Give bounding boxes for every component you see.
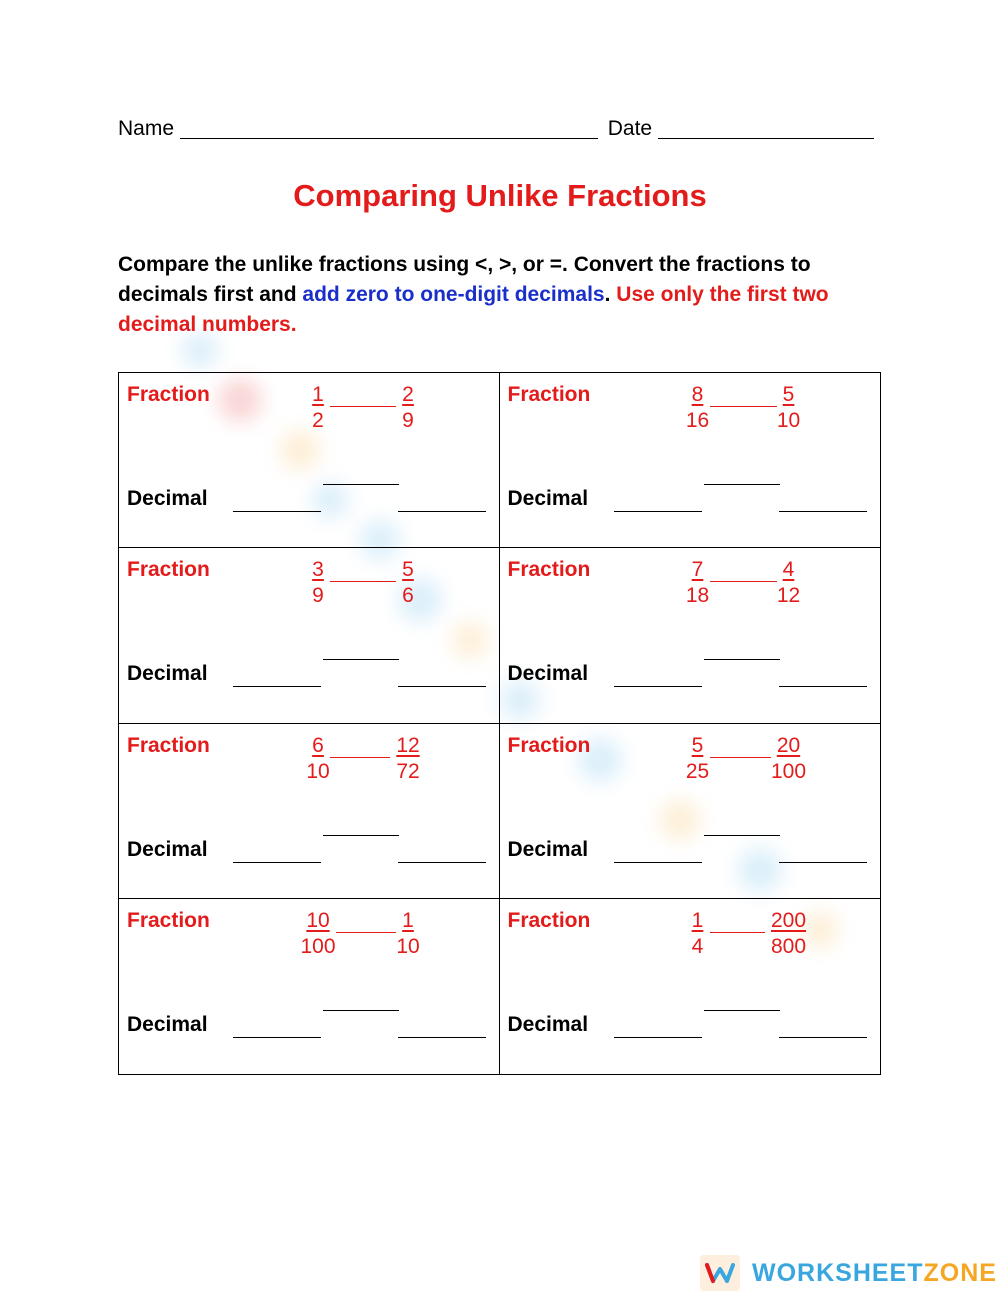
fraction-b-numerator bbox=[759, 909, 819, 933]
fraction-a-numerator bbox=[288, 383, 348, 407]
fraction-b-numerator-text: 2 bbox=[402, 383, 414, 406]
fraction-a-denominator: 100 bbox=[300, 934, 336, 958]
comparison-blank[interactable] bbox=[336, 932, 396, 933]
fraction-a-numerator-text: 8 bbox=[691, 383, 704, 406]
decimal-a-blank[interactable] bbox=[614, 511, 702, 512]
decimal-a-blank[interactable] bbox=[614, 686, 702, 687]
instructions-highlight-red: Use only the first two decimal numbers. bbox=[118, 283, 829, 336]
fraction-a-denominator: 9 bbox=[312, 584, 324, 608]
fraction-b-numerator-text: 5 bbox=[782, 383, 795, 406]
fraction-a-denominator: 2 bbox=[312, 409, 324, 432]
instructions bbox=[118, 250, 888, 340]
fraction-a-numerator-text: 3 bbox=[312, 558, 324, 582]
fraction-b-numerator bbox=[378, 734, 438, 758]
fraction-label: Fraction bbox=[507, 383, 591, 406]
fraction-b-denominator: 10 bbox=[776, 409, 801, 432]
fraction-a-numerator bbox=[288, 734, 348, 758]
comparison-answer-blank[interactable] bbox=[704, 484, 780, 485]
comparison-answer-blank[interactable] bbox=[704, 659, 780, 660]
problem-cell bbox=[500, 899, 881, 1074]
fraction-a-numerator bbox=[668, 558, 728, 582]
fraction-a-numerator-text: 10 bbox=[306, 908, 330, 932]
decimal-a-blank[interactable] bbox=[233, 862, 321, 863]
fraction-label: Fraction bbox=[127, 383, 210, 406]
fraction-a-denominator: 16 bbox=[685, 409, 710, 432]
fraction-b-numerator-text: 4 bbox=[782, 558, 795, 582]
decimal-b-blank[interactable] bbox=[779, 686, 867, 687]
fraction-a-numerator-text: 1 bbox=[691, 908, 704, 932]
fraction-a-denominator: 4 bbox=[691, 934, 704, 958]
fraction-a-numerator bbox=[668, 383, 728, 407]
page-title: Comparing Unlike Fractions bbox=[293, 178, 707, 213]
decimal-label: Decimal bbox=[127, 1012, 208, 1036]
decimal-label: Decimal bbox=[507, 662, 589, 686]
fraction-b-denominator: 100 bbox=[770, 759, 807, 783]
decimal-b-blank[interactable] bbox=[398, 1037, 486, 1038]
fraction-b-denominator: 10 bbox=[396, 934, 420, 958]
fraction-b-denominator: 72 bbox=[396, 759, 420, 783]
comparison-blank[interactable] bbox=[710, 932, 765, 933]
fraction-b-numerator-text: 5 bbox=[402, 558, 414, 582]
instructions-text: Compare the unlike fractions using <, >, or =. Convert the fractions to decimals first and bbox=[118, 253, 811, 306]
problem-cell bbox=[500, 548, 881, 723]
comparison-blank[interactable] bbox=[710, 406, 777, 407]
problems-grid bbox=[118, 372, 881, 1075]
name-label: Name bbox=[118, 117, 175, 140]
fraction-b-numerator-text: 20 bbox=[776, 733, 801, 757]
comparison-blank[interactable] bbox=[710, 757, 771, 758]
fraction-label: Fraction bbox=[507, 908, 591, 932]
fraction-a-numerator bbox=[288, 909, 348, 933]
fraction-label: Fraction bbox=[127, 733, 210, 757]
fraction-b-numerator bbox=[759, 734, 819, 758]
problem-cell bbox=[500, 724, 881, 899]
decimal-b-blank[interactable] bbox=[398, 686, 486, 687]
fraction-label: Fraction bbox=[127, 908, 210, 932]
comparison-answer-blank[interactable] bbox=[323, 1010, 399, 1011]
comparison-answer-blank[interactable] bbox=[704, 835, 780, 836]
fraction-a-numerator-text: 5 bbox=[691, 733, 704, 757]
fraction-b-numerator bbox=[759, 558, 819, 582]
fraction-b-numerator bbox=[378, 383, 438, 407]
instructions-period: . bbox=[604, 283, 617, 306]
fraction-a-numerator-text: 6 bbox=[312, 733, 324, 757]
fraction-label: Fraction bbox=[507, 558, 591, 582]
decimal-a-blank[interactable] bbox=[233, 1037, 321, 1038]
comparison-blank[interactable] bbox=[330, 406, 396, 407]
problem-cell bbox=[119, 373, 500, 548]
decimal-label: Decimal bbox=[507, 487, 589, 510]
name-date-line bbox=[118, 117, 882, 141]
decimal-b-blank[interactable] bbox=[398, 862, 486, 863]
decimal-a-blank[interactable] bbox=[233, 511, 321, 512]
fraction-a-numerator-text: 1 bbox=[312, 383, 324, 406]
decimal-label: Decimal bbox=[127, 837, 208, 861]
fraction-a-denominator: 18 bbox=[685, 584, 710, 608]
problem-cell bbox=[119, 724, 500, 899]
fraction-a-numerator bbox=[668, 909, 728, 933]
decimal-label: Decimal bbox=[127, 487, 208, 510]
comparison-blank[interactable] bbox=[710, 581, 777, 582]
fraction-b-denominator: 12 bbox=[776, 584, 801, 608]
brand-name bbox=[752, 1259, 997, 1288]
fraction-b-numerator-text: 12 bbox=[396, 733, 420, 757]
comparison-blank[interactable] bbox=[330, 581, 396, 582]
date-field[interactable] bbox=[658, 118, 874, 139]
fraction-b-numerator bbox=[378, 558, 438, 582]
comparison-answer-blank[interactable] bbox=[323, 659, 399, 660]
comparison-answer-blank[interactable] bbox=[323, 484, 399, 485]
problem-cell bbox=[119, 548, 500, 723]
fraction-a-denominator: 10 bbox=[306, 759, 330, 783]
problem-cell bbox=[119, 899, 500, 1074]
decimal-a-blank[interactable] bbox=[614, 862, 702, 863]
problem-cell bbox=[500, 373, 881, 548]
fraction-a-numerator bbox=[288, 558, 348, 582]
fraction-a-denominator: 25 bbox=[685, 759, 710, 783]
fraction-b-numerator bbox=[759, 383, 819, 407]
decimal-label: Decimal bbox=[507, 837, 589, 861]
decimal-label: Decimal bbox=[127, 662, 208, 686]
fraction-label: Fraction bbox=[507, 733, 591, 757]
decimal-b-blank[interactable] bbox=[779, 1037, 867, 1038]
date-label: Date bbox=[607, 117, 653, 140]
brand-name-part1: WORKSHEET bbox=[752, 1258, 924, 1287]
decimal-b-blank[interactable] bbox=[779, 511, 867, 512]
name-field[interactable] bbox=[180, 118, 598, 139]
comparison-answer-blank[interactable] bbox=[323, 835, 399, 836]
fraction-b-numerator bbox=[378, 909, 438, 933]
decimal-b-blank[interactable] bbox=[779, 862, 867, 863]
brand-footer bbox=[700, 1254, 997, 1292]
decimal-a-blank[interactable] bbox=[233, 686, 321, 687]
fraction-b-numerator-text: 200 bbox=[770, 908, 807, 932]
worksheetzone-logo-icon bbox=[700, 1255, 740, 1291]
instructions-highlight-blue: add zero to one-digit decimals bbox=[302, 283, 605, 306]
comparison-answer-blank[interactable] bbox=[704, 1010, 780, 1011]
fraction-b-denominator: 9 bbox=[402, 409, 414, 432]
fraction-b-numerator-text: 1 bbox=[402, 908, 414, 932]
decimal-b-blank[interactable] bbox=[398, 511, 486, 512]
fraction-b-denominator: 6 bbox=[402, 584, 414, 608]
fraction-a-numerator bbox=[668, 734, 728, 758]
comparison-blank[interactable] bbox=[330, 757, 390, 758]
brand-name-part2: ZONE bbox=[923, 1258, 997, 1287]
fraction-label: Fraction bbox=[127, 558, 210, 582]
fraction-b-denominator: 800 bbox=[770, 934, 807, 958]
fraction-a-numerator-text: 7 bbox=[691, 558, 704, 582]
decimal-label: Decimal bbox=[507, 1012, 589, 1036]
decimal-a-blank[interactable] bbox=[614, 1037, 702, 1038]
